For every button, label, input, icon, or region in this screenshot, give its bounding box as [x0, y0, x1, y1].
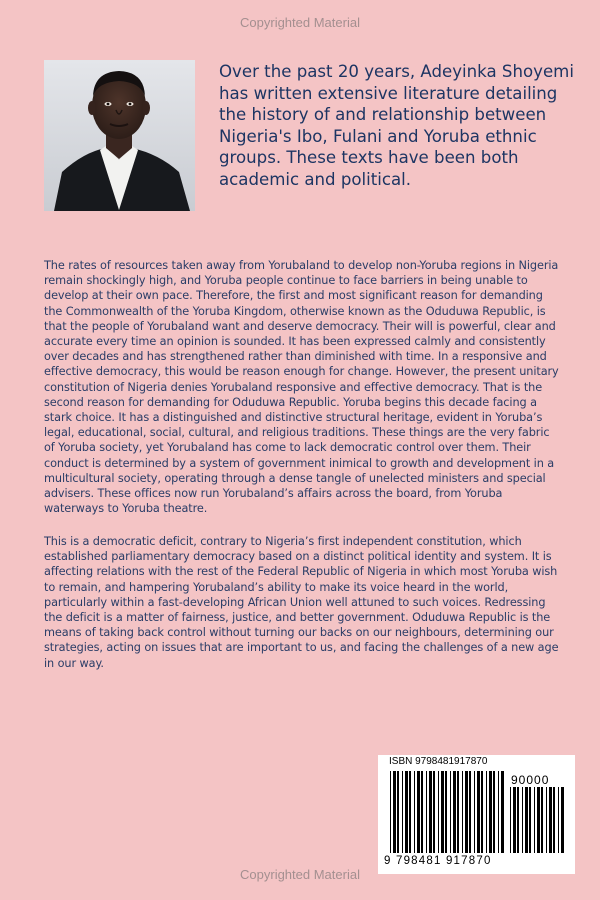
author-portrait-icon — [44, 60, 195, 211]
isbn-barcode — [378, 755, 575, 874]
watermark-bottom: Copyrighted Material — [240, 867, 360, 882]
body-paragraph-1: The rates of resources taken away from Yorubaland to develop non-Yoruba regions in Nigeria remain shockingly high, and Yoruba people continue to face barriers in being unable to develop at their own pace. Therefore, the first and most significant reason for demanding the Commonwealth of the Yoruba Kingdom, otherwise known as the Oduduwa Republic, is that the people of Yorubaland want and deserve democracy. Their will is powerful, clear and accurate every time an opinion is sounded. It has been expressed calmly and consistently over decades and has strengthened rather than diminished with time. In a responsive and effective democracy, this would be reason enough for change. However, the present unitary constitution of Nigeria denies Yorubaland responsive and effective democracy. That is the second reason for demanding for Oduduwa Republic. Yoruba begins this decade facing a stark choice. It has a distinguished and distinctive structural heritage, evident in Yoruba’s legal, educational, social, cultural, and religious traditions. These things are the very fabric of Yoruba society, yet Yorubaland has come to lack democratic control over them. Their conduct is determined by a system of government inimical to growth and development in a multicultural society, operating through a dense tangle of unelected ministers and special advisers. These offices now run Yorubaland’s affairs across the board, from Yoruba waterways to Yoruba theatre. — [44, 259, 559, 516]
price-code: 90000 — [511, 773, 550, 787]
body-paragraph-2: This is a democratic deficit, contrary to Nigeria’s first independent constitution, which established parliamentary democracy based on a distinct political identity and system. It is affecting relations with the rest of the Federal Republic of Nigeria in which most Yoruba wish to remain, and hampering Yorubaland’s ability to make its voice heard in the world, particularly within a fast-developing African Union well attuned to such voices. Redressing the deficit is a matter of fairness, justice, and better government. Oduduwa Republic is the means of taking back control without turning our backs on our neighbours, determining our strategies, acting on issues that are important to us, and facing the challenges of a new age in our way. — [44, 535, 559, 670]
author-bio: Over the past 20 years, Adeyinka Shoyemi has written extensive literature detailing the history of and relationship between Nigeria's Ibo, Fulani and Yoruba ethnic groups. These texts have been both academic and political. — [219, 62, 574, 189]
isbn-label: ISBN 9798481917870 — [389, 756, 488, 767]
watermark-top: Copyrighted Material — [240, 15, 360, 30]
isbn-digits: 9 798481 917870 — [384, 855, 492, 867]
author-photo — [44, 60, 195, 211]
